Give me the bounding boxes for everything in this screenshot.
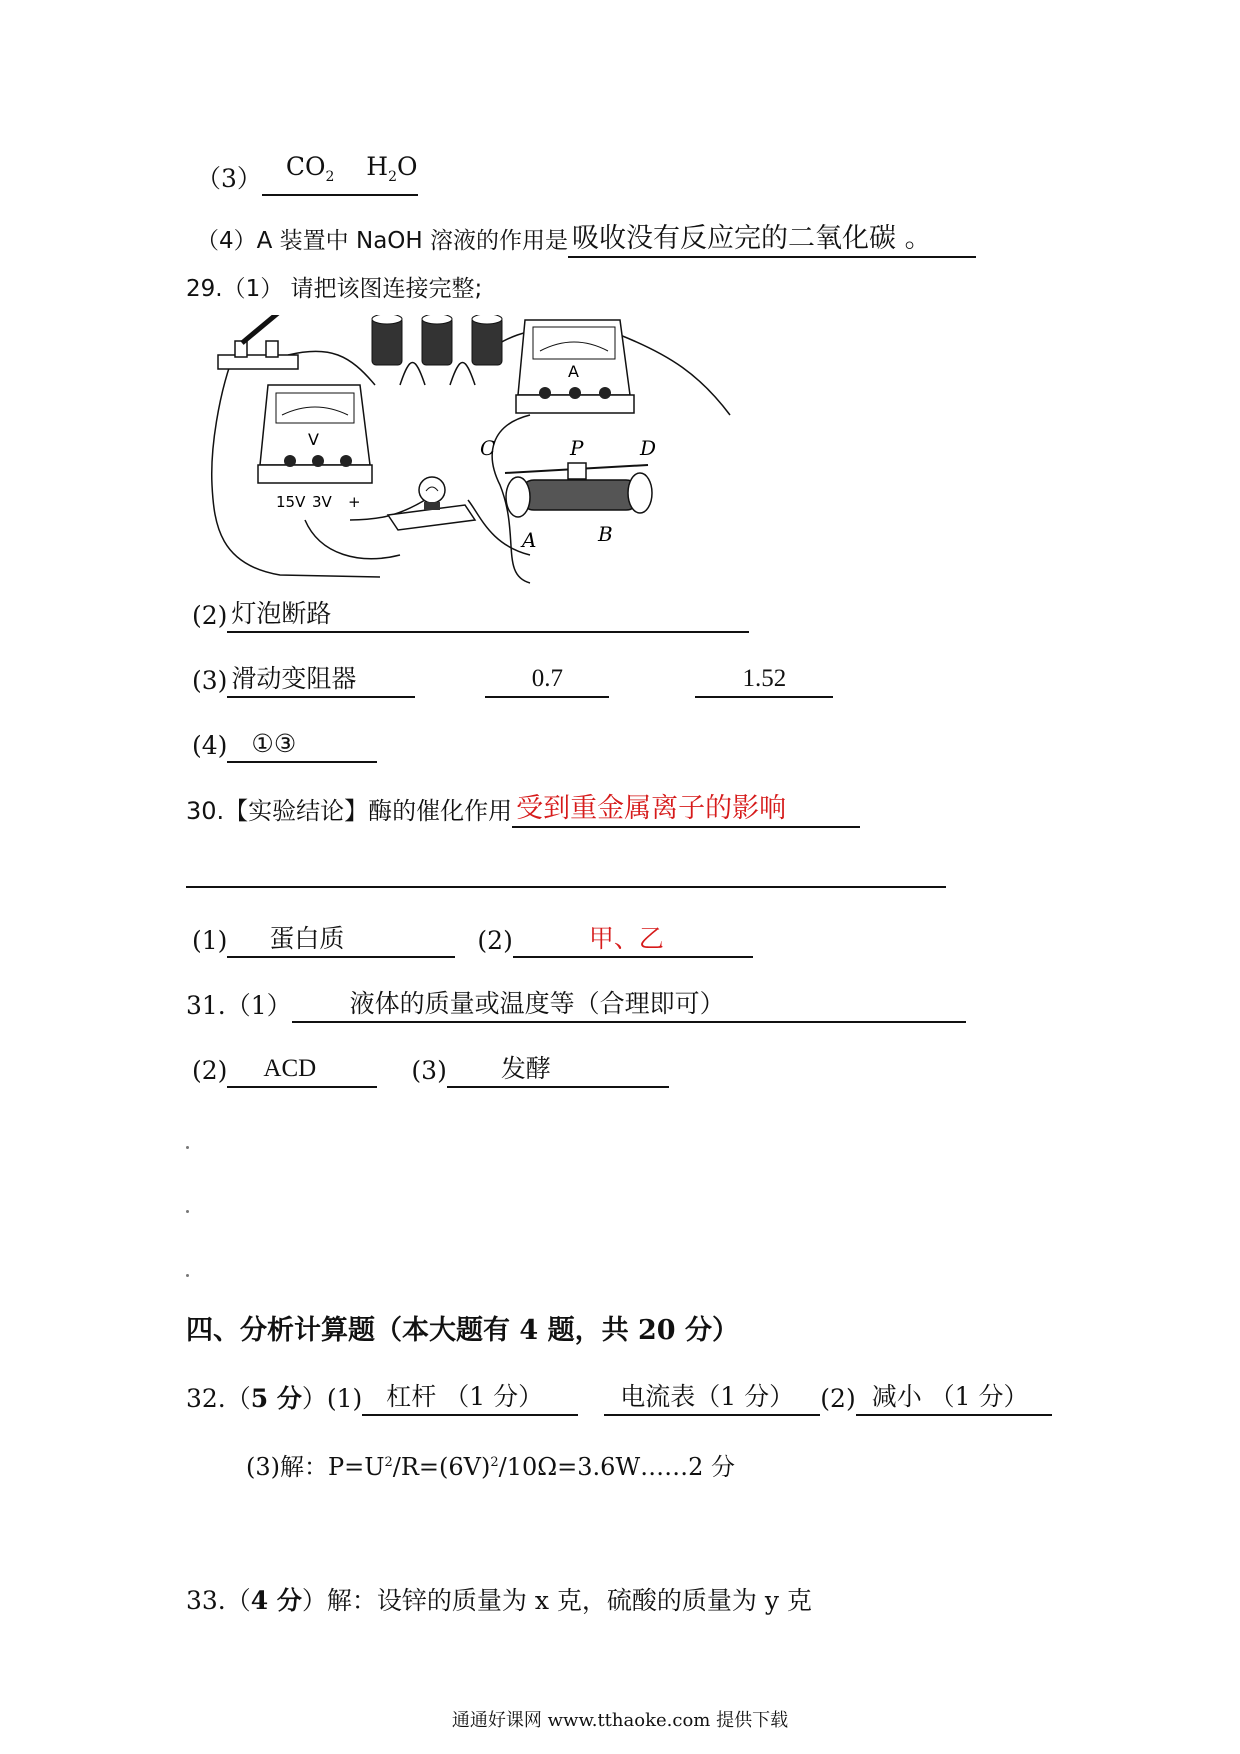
rheostat-label-p: P [570,436,584,460]
subscript: 2 [325,169,335,185]
answer-30-sub [192,922,753,958]
stray-dot [186,1274,189,1277]
answer-blank: 液体的质量或温度等（合理即可） [292,987,966,1023]
terminal-label-15v: 15V [276,493,306,511]
item-number: （3） [196,164,262,193]
rheostat-end [506,477,530,517]
blank-line [186,886,946,888]
answer-blank: 蛋白质 [227,922,455,958]
voltmeter-base [258,465,372,483]
item-number: 32.（ [186,1384,251,1413]
terminal-label-plus: + [348,493,361,511]
ammeter-terminal [599,387,611,399]
wire [288,351,375,385]
score: 4 分 [250,1586,302,1615]
rheostat-label-a: A [522,528,537,552]
answer-blank: 吸收没有反应完的二氧化碳 。 [568,222,976,258]
answer-blank: 滑动变阻器 [227,662,415,698]
ammeter-label: A [568,362,579,381]
switch-lever [242,315,278,343]
lamp-bulb [419,477,445,503]
answer-blank: 减小 （1 分） [856,1380,1052,1416]
item-number: (2) [192,601,228,630]
rheostat-label-c: C [480,436,496,460]
voltmeter-terminal [284,455,296,467]
page-footer: 通通好课网 www.tthaoke.com 提供下载 [451,1710,789,1731]
item-number: (4) [192,731,228,760]
subscript: 2 [388,169,397,185]
item-number: (2) [192,1056,228,1085]
voltmeter-label: V [308,430,319,449]
answer-blank: 电流表（1 分） [604,1380,820,1416]
formula-co2: CO [285,152,326,181]
wire [450,363,475,386]
terminal-label-3v: 3V [312,493,332,511]
lamp-socket [424,502,440,510]
circuit-diagram [200,315,740,595]
answer-blank [262,150,418,196]
answer-30 [186,792,860,828]
item-number: (3) [192,666,228,695]
answer-32 [186,1380,1052,1416]
formula-part: /R=(6V) [392,1453,491,1481]
section-title: 四、分析计算题（本大题有 4 题，共 20 分） [186,1315,739,1346]
item-number: (2) [820,1384,856,1413]
battery-2-top [422,315,452,324]
voltmeter-terminal [340,455,352,467]
score: 5 分 [250,1384,302,1413]
battery-3-top [472,315,502,324]
superscript: 2 [384,1455,393,1470]
answer-blank: 灯泡断路 [227,597,749,633]
answer-line-3 [196,150,418,196]
stray-dot [186,1210,189,1213]
answer-line-4 [196,222,976,258]
rheostat-slider [568,463,586,479]
answer-blank: 0.7 [485,662,609,698]
answer-31-1 [186,987,966,1023]
wire [400,363,425,386]
item-number: 33.（ [186,1586,251,1615]
stray-dot [186,1146,189,1149]
question-29-1: 29.（1） 请把该图连接完整; [186,276,483,302]
rheostat-end [628,473,652,513]
answer-blank: ACD [227,1052,377,1088]
item-number: (1) [192,926,228,955]
formula-h2o: H [366,152,389,181]
answer-blank: ①③ [227,727,377,763]
answer-29-2 [192,597,749,633]
wire [305,520,400,559]
answer-blank: 受到重金属离子的影响 [512,792,860,828]
ammeter-terminal [539,387,551,399]
rheostat-label-b: B [598,522,613,546]
question-text: （4）A 装置中 NaOH 溶液的作用是 [196,228,568,254]
rheostat-label-d: D [640,436,657,460]
rheostat-coil [520,480,640,510]
answer-31-2 [192,1052,669,1088]
ammeter-dial [533,327,615,359]
switch-post [266,341,278,357]
answer-29-4 [192,727,377,763]
question-text: 30.【实验结论】酶的催化作用 [186,797,513,825]
item-number: (3) [411,1056,447,1085]
answer-blank: 甲、乙 [513,922,753,958]
item-number: 31.（1） [186,991,292,1020]
voltmeter-dial [276,393,354,423]
item-number: (2) [477,926,513,955]
answer-blank: 杠杆 （1 分） [362,1380,578,1416]
switch-base [218,355,298,369]
battery-1-top [372,315,402,324]
formula-part: /10Ω=3.6W……2 分 [498,1453,736,1481]
ammeter-terminal [569,387,581,399]
answer-33 [186,1584,812,1618]
item-number: ）(1) [301,1384,363,1413]
question-text: ）解：设锌的质量为 x 克，硫酸的质量为 y 克 [301,1586,812,1615]
answer-blank: 1.52 [695,662,833,698]
answer-29-3 [192,662,833,698]
voltmeter-terminal [312,455,324,467]
answer-blank: 发酵 [447,1052,669,1088]
formula-tail: O [396,152,418,181]
answer-32-3 [246,1446,735,1484]
superscript: 2 [490,1455,499,1470]
formula-part: (3)解：P=U [246,1453,385,1481]
